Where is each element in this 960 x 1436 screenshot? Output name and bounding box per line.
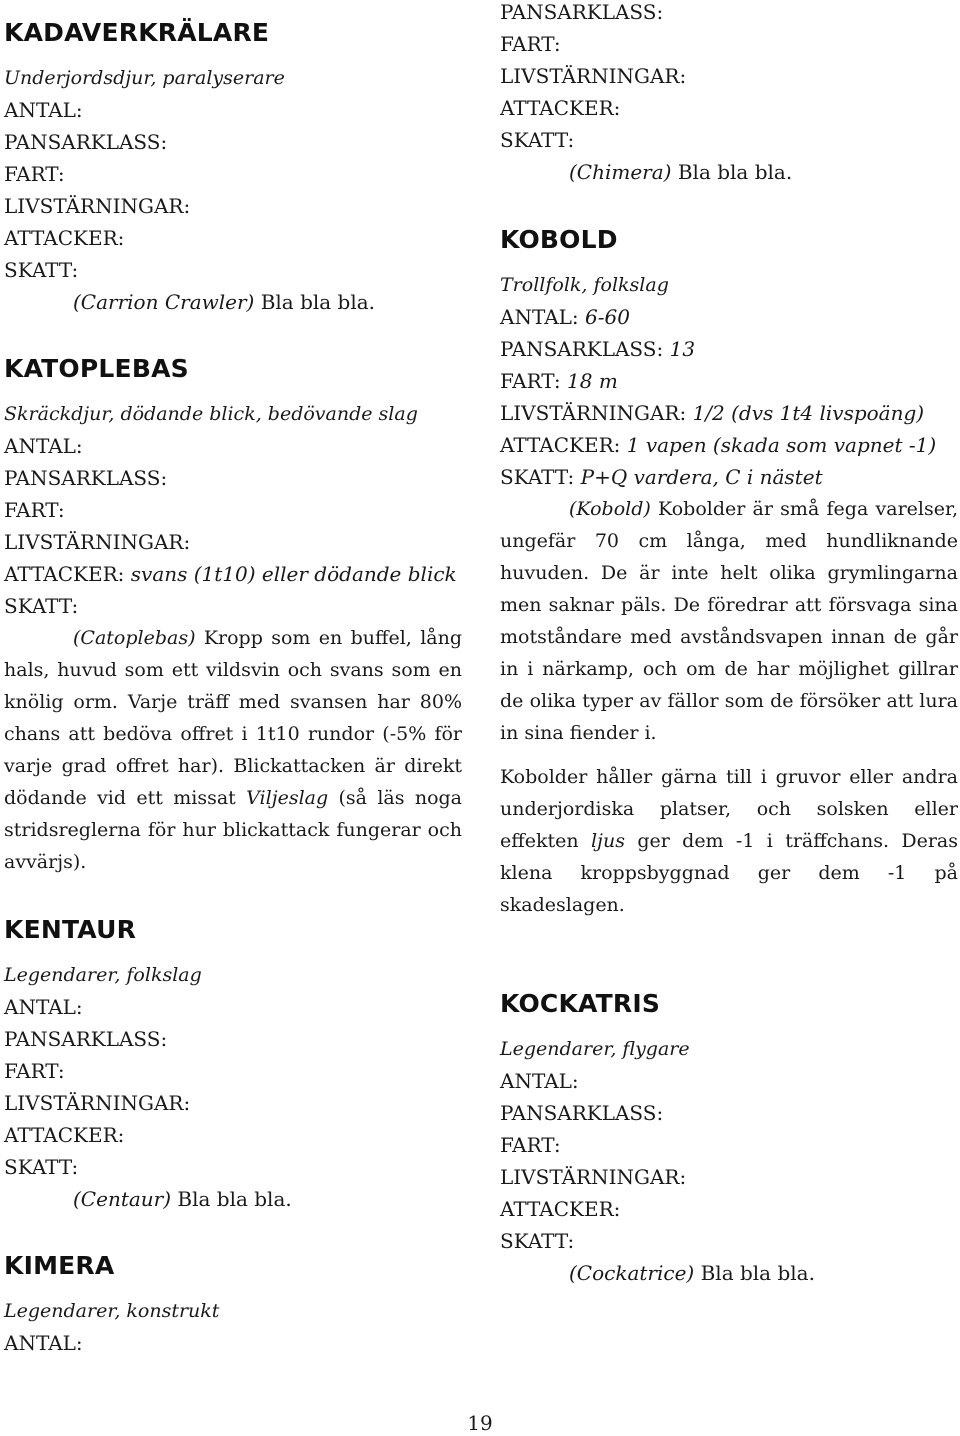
stat-livstarningar: LIVSTÄRNINGAR:: [4, 1091, 191, 1115]
entry-kobold: [500, 225, 958, 921]
entry-description-text: Bla bla bla.: [700, 1261, 815, 1285]
entry-description-text: Bla bla bla.: [177, 1187, 292, 1211]
stat-value: 13: [669, 337, 696, 361]
stat-pansarklass: PANSARKLASS:: [4, 1027, 168, 1051]
stat-label: PANSARKLASS:: [500, 337, 664, 361]
entry-subtitle: Skräckdjur, dödande blick, bedövande slag: [4, 403, 418, 425]
stat-attacker: [4, 558, 462, 590]
stat-fart: FART:: [4, 162, 65, 186]
entry-title: KENTAUR: [4, 915, 137, 944]
stat-value: 1 vapen (skada som vapnet -1): [626, 433, 937, 457]
stat-value: 1/2 (dvs 1t4 livspoäng): [692, 401, 925, 425]
entry-description: [4, 1183, 462, 1215]
stat-label: ATTACKER:: [500, 433, 621, 457]
stat-fart: FART:: [500, 32, 561, 56]
entry-description: [500, 156, 958, 188]
stat-pansarklass: [500, 333, 958, 365]
entry-description-text-2: ger dem -1 i träffchans. Deras klena kroppsbyggnad ger dem -1 på skadeslagen.: [500, 830, 958, 916]
stat-fart: FART:: [4, 498, 65, 522]
entry-title: KADAVERKRÄLARE: [4, 18, 270, 47]
entry-subtitle: Legendarer, konstrukt: [4, 1300, 220, 1322]
rule-reference: Viljeslag: [246, 787, 329, 809]
stat-value: P+Q vardera, C i nästet: [580, 465, 823, 489]
stat-livstarningar: [500, 397, 958, 429]
stat-label: ATTACKER:: [4, 562, 125, 586]
entry-kadaverkralare: [4, 18, 462, 318]
entry-original-name: (Carrion Crawler): [73, 290, 255, 314]
entry-description: [500, 493, 958, 749]
stat-pansarklass: PANSARKLASS:: [500, 0, 664, 24]
entry-katoplebas: [4, 354, 462, 878]
stat-value: 18 m: [567, 369, 618, 393]
stat-label: LIVSTÄRNINGAR:: [500, 401, 687, 425]
stat-skatt: SKATT:: [500, 1229, 575, 1253]
entry-kimera: [4, 1251, 462, 1359]
entry-original-name: (Catoplebas): [73, 627, 196, 649]
stat-skatt: SKATT:: [500, 128, 575, 152]
stat-fart: FART:: [4, 1059, 65, 1083]
entry-subtitle: Underjordsdjur, paralyserare: [4, 67, 285, 89]
stat-skatt: [500, 461, 958, 493]
entry-subtitle: Legendarer, flygare: [500, 1038, 690, 1060]
stat-label: FART:: [500, 369, 561, 393]
stat-pansarklass: PANSARKLASS:: [500, 1101, 664, 1125]
entry-description-text: Kropp som en buffel, lång hals, huvud som ett vildsvin och svans som en knölig orm. Varje träff med svansen har 80% chans att bedöva offret i 1t10 rundor (-5% för varje grad offret har). Blickattacken är direkt dödande vid ett missat: [4, 627, 462, 809]
stat-skatt: SKATT:: [4, 258, 79, 282]
rule-reference: ljus: [590, 830, 625, 852]
stat-attacker: [500, 429, 958, 461]
entry-description-text: Bla bla bla.: [260, 290, 376, 314]
entry-kentaur: [4, 915, 462, 1215]
entry-description-text: Kobolder är små fega varelser, ungefär 70 cm långa, med hundliknande huvuden. De är inte helt olika grymlingarna men saknar päls. De föredrar att försvaga sina motståndare med avståndsvapen innan de går in i närkamp, och om de har möjlighet gillrar de olika typer av fällor som de försöker att lura in sina fiender i.: [500, 498, 958, 744]
stat-label: SKATT:: [500, 465, 575, 489]
stat-antal: ANTAL:: [500, 1069, 579, 1093]
entry-original-name: (Centaur): [73, 1187, 172, 1211]
entry-title: KATOPLEBAS: [4, 354, 189, 383]
entry-subtitle: Legendarer, folkslag: [4, 964, 202, 986]
stat-attacker: ATTACKER:: [500, 96, 621, 120]
stat-skatt: SKATT:: [4, 1155, 79, 1179]
entry-kockatris: [500, 989, 958, 1289]
stat-value: 6-60: [585, 305, 630, 329]
entry-description-text: Kobolder håller gärna till i gruvor eller andra underjordiska platser, och solsken eller effekten: [500, 766, 958, 852]
entry-original-name: (Chimera): [569, 160, 672, 184]
entry-description: [4, 622, 462, 878]
stat-antal: ANTAL:: [4, 995, 83, 1019]
entry-title: KIMERA: [4, 1251, 115, 1280]
entry-kimera-continued: [500, 0, 958, 188]
stat-livstarningar: LIVSTÄRNINGAR:: [4, 530, 191, 554]
stat-livstarningar: LIVSTÄRNINGAR:: [500, 64, 687, 88]
stat-livstarningar: LIVSTÄRNINGAR:: [4, 194, 191, 218]
stat-antal: ANTAL:: [4, 98, 83, 122]
stat-attacker: ATTACKER:: [4, 226, 125, 250]
page-number: 19: [467, 1411, 493, 1435]
stat-pansarklass: PANSARKLASS:: [4, 466, 168, 490]
stat-antal: ANTAL:: [4, 434, 83, 458]
stat-antal: ANTAL:: [4, 1331, 83, 1355]
entry-title: KOBOLD: [500, 225, 618, 254]
stat-label: ANTAL:: [500, 305, 579, 329]
entry-original-name: (Kobold): [569, 498, 651, 520]
entry-title: KOCKATRIS: [500, 989, 661, 1018]
entry-description-paragraph-2: [500, 761, 958, 921]
stat-value: svans (1t10) eller dödande blick: [130, 562, 457, 586]
stat-skatt: SKATT:: [4, 594, 79, 618]
stat-antal: [500, 301, 958, 333]
entry-description: [4, 286, 462, 318]
stat-attacker: ATTACKER:: [500, 1197, 621, 1221]
stat-fart: [500, 365, 958, 397]
entry-description-text-2: (så läs noga stridsreglerna för hur blickattack fungerar och avvärjs).: [4, 787, 462, 873]
entry-original-name: (Cockatrice): [569, 1261, 695, 1285]
stat-livstarningar: LIVSTÄRNINGAR:: [500, 1165, 687, 1189]
entry-description: [500, 1257, 958, 1289]
stat-fart: FART:: [500, 1133, 561, 1157]
entry-description-text: Bla bla bla.: [677, 160, 793, 184]
entry-subtitle: Trollfolk, folkslag: [500, 274, 669, 296]
stat-pansarklass: PANSARKLASS:: [4, 130, 168, 154]
stat-attacker: ATTACKER:: [4, 1123, 125, 1147]
